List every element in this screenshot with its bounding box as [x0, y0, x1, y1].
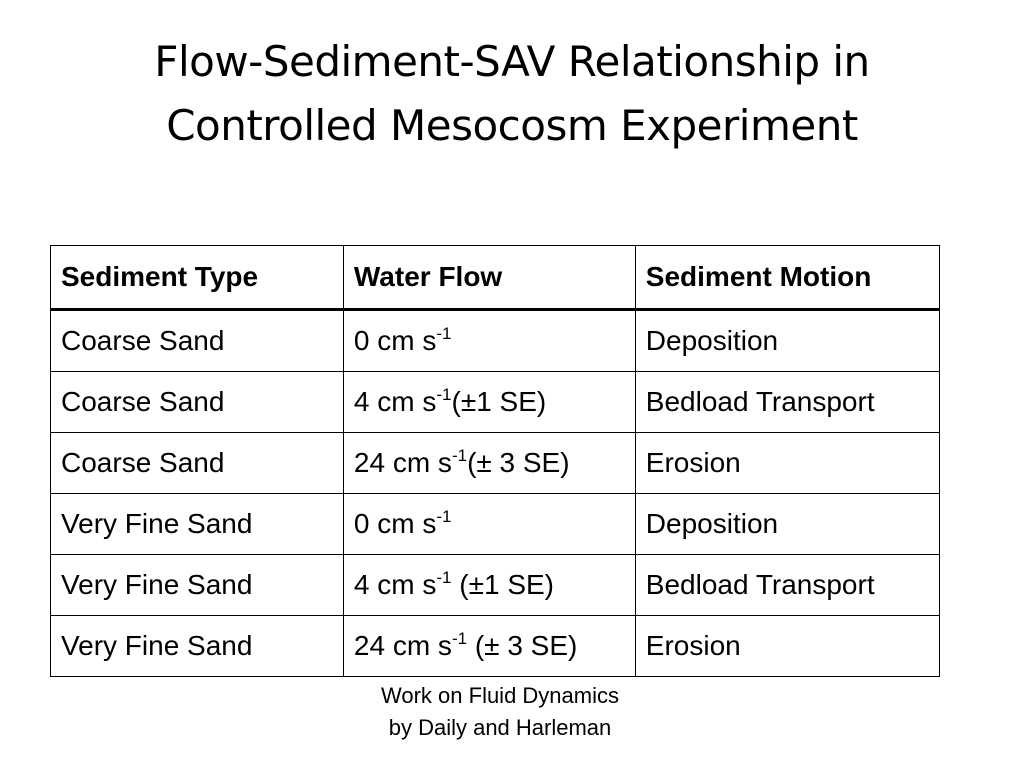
header-water-flow: Water Flow [343, 246, 635, 310]
cell-water-flow [343, 494, 635, 555]
flow-error: (± 3 SE) [467, 630, 578, 661]
cell-water-flow [343, 555, 635, 616]
cell-water-flow [343, 310, 635, 372]
data-table [50, 245, 940, 677]
cell-sediment-motion: Bedload Transport [635, 555, 939, 616]
flow-value: 24 cm s [353, 630, 452, 661]
source-caption [300, 680, 700, 744]
cell-sediment-type: Very Fine Sand [51, 494, 344, 555]
flow-value: 4 cm s [353, 569, 437, 600]
header-sediment-motion: Sediment Motion [635, 246, 939, 310]
flow-error: (±1 SE) [451, 569, 554, 600]
table-row [51, 555, 940, 616]
slide-title-line-2: Controlled Mesocosm Experiment [166, 101, 858, 150]
cell-sediment-motion: Deposition [635, 310, 939, 372]
flow-exponent: -1 [436, 507, 452, 526]
table-row [51, 372, 940, 433]
flow-exponent: -1 [436, 568, 452, 587]
table-row [51, 310, 940, 372]
cell-sediment-motion: Erosion [635, 616, 939, 677]
flow-value: 0 cm s [353, 325, 437, 356]
flow-exponent: -1 [451, 446, 468, 465]
cell-sediment-motion: Deposition [635, 494, 939, 555]
cell-sediment-type: Coarse Sand [51, 433, 344, 494]
flow-exponent: -1 [436, 324, 452, 343]
table-row [51, 494, 940, 555]
cell-sediment-type: Very Fine Sand [51, 555, 344, 616]
cell-water-flow [343, 372, 635, 433]
cell-sediment-type: Coarse Sand [51, 310, 344, 372]
cell-sediment-motion: Erosion [635, 433, 939, 494]
cell-sediment-motion: Bedload Transport [635, 372, 939, 433]
caption-line-2: by Daily and Harleman [388, 715, 612, 740]
slide-title-line-1: Flow-Sediment-SAV Relationship in [154, 37, 870, 86]
table-row [51, 616, 940, 677]
table-header-row [51, 246, 940, 310]
cell-sediment-type: Coarse Sand [51, 372, 344, 433]
flow-error: (± 3 SE) [467, 447, 570, 478]
table-row [51, 433, 940, 494]
header-sediment-type: Sediment Type [51, 246, 344, 310]
flow-value: 0 cm s [353, 508, 437, 539]
cell-water-flow [343, 616, 635, 677]
flow-value: 4 cm s [353, 386, 437, 417]
flow-error: (±1 SE) [451, 386, 547, 417]
flow-exponent: -1 [451, 629, 468, 648]
cell-water-flow [343, 433, 635, 494]
slide-title [0, 30, 1024, 158]
flow-value: 24 cm s [353, 447, 452, 478]
flow-exponent: -1 [436, 385, 452, 404]
cell-sediment-type: Very Fine Sand [51, 616, 344, 677]
caption-line-1: Work on Fluid Dynamics [381, 683, 619, 708]
